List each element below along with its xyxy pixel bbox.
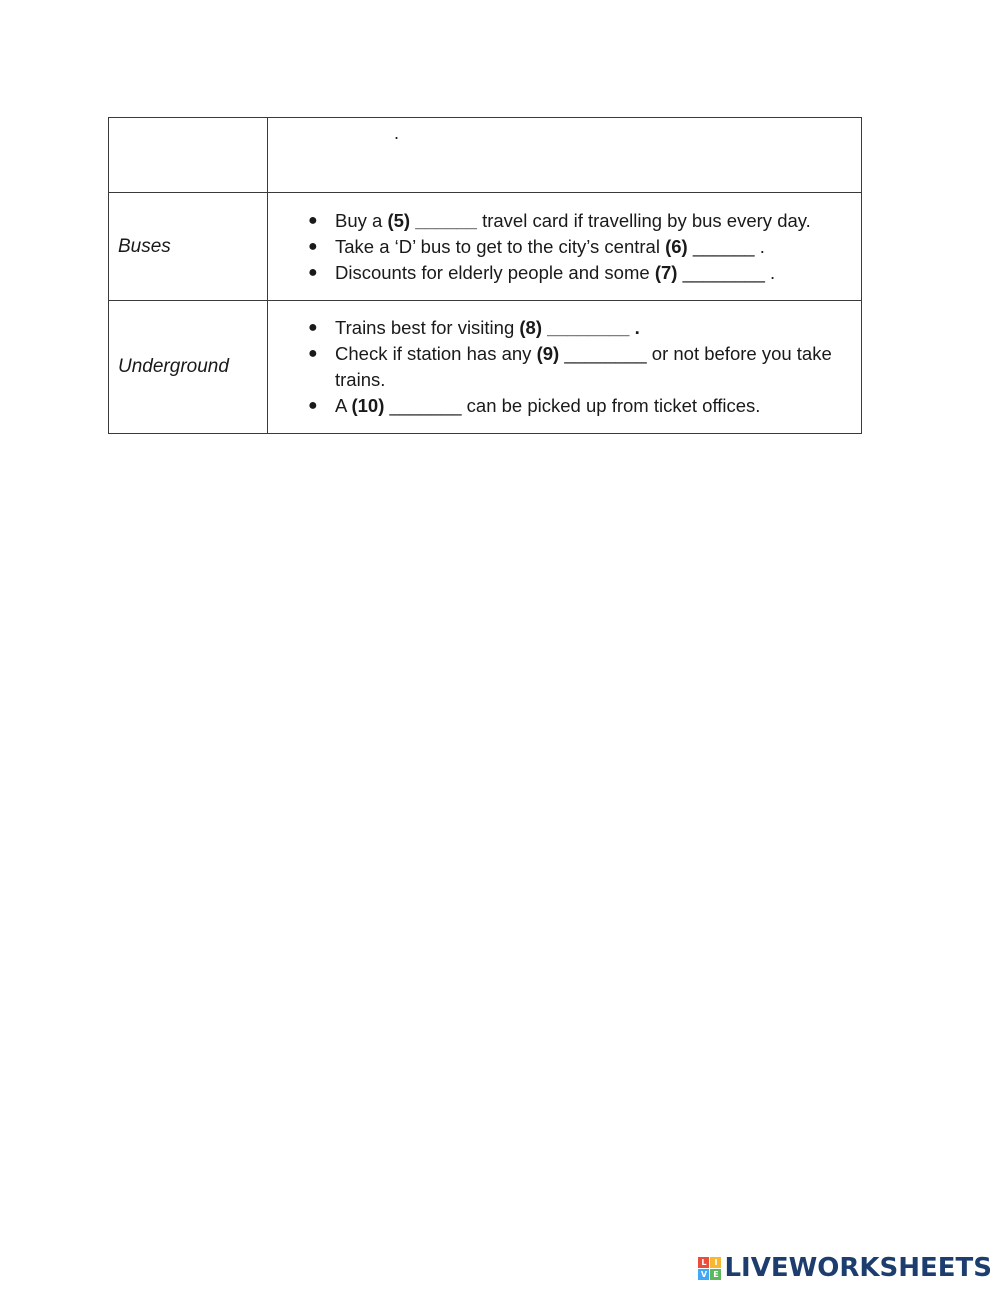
logo-badge-icon <box>698 1257 721 1280</box>
row-label-blank <box>109 118 268 193</box>
row-label-buses: Buses <box>109 193 268 301</box>
badge-letter: L <box>698 1257 709 1268</box>
answer-blank-5[interactable]: ______ <box>410 209 477 231</box>
row-content-blank <box>268 118 862 193</box>
bullet-icon: ● <box>308 211 318 229</box>
badge-letter: V <box>698 1269 709 1280</box>
row-content-buses <box>268 193 862 301</box>
bullet-icon: ● <box>308 263 318 281</box>
answer-blank-9[interactable]: ________ or not before you take trains. <box>335 343 832 390</box>
badge-letter: E <box>710 1269 721 1280</box>
brand-name: LIVEWORKSHEETS <box>724 1253 992 1283</box>
transport-tips-table <box>108 117 862 434</box>
stray-dot: . <box>394 123 400 143</box>
list-item: ● A (10) _______ can be picked up from ticket offices. <box>268 393 861 419</box>
list-item: ● Take a ‘D’ bus to get to the city’s central (6) ______ . <box>268 234 861 260</box>
buses-list <box>268 208 861 286</box>
answer-blank-7[interactable]: ________ . <box>677 261 776 283</box>
bullet-icon: ● <box>308 237 318 255</box>
table-row-underground <box>109 301 862 434</box>
answer-blank-10[interactable]: _______ can be picked up from ticket offices. <box>384 395 761 416</box>
answer-blank-6[interactable]: ______ . <box>687 235 765 257</box>
bullet-icon: ● <box>308 319 318 336</box>
list-item: ● Trains best for visiting (8) ________ . <box>268 315 861 341</box>
bullet-icon: ● <box>308 397 318 414</box>
table-row-blank <box>109 118 862 193</box>
bullet-icon: ● <box>308 345 318 362</box>
table-row-buses <box>109 193 862 301</box>
list-item: ● Buy a (5) ______ travel card if travelling by bus every day. <box>268 208 861 234</box>
list-item: ● Discounts for elderly people and some (7) ________ . <box>268 260 861 286</box>
badge-letter: I <box>710 1257 721 1268</box>
answer-blank-8[interactable]: ________ . <box>542 317 640 338</box>
row-content-underground <box>268 301 862 434</box>
liveworksheets-logo <box>698 1253 992 1283</box>
underground-list <box>268 315 861 419</box>
row-label-underground: Underground <box>109 301 268 434</box>
list-item: ● Check if station has any (9) ________ or not before you take trains. <box>308 343 832 390</box>
